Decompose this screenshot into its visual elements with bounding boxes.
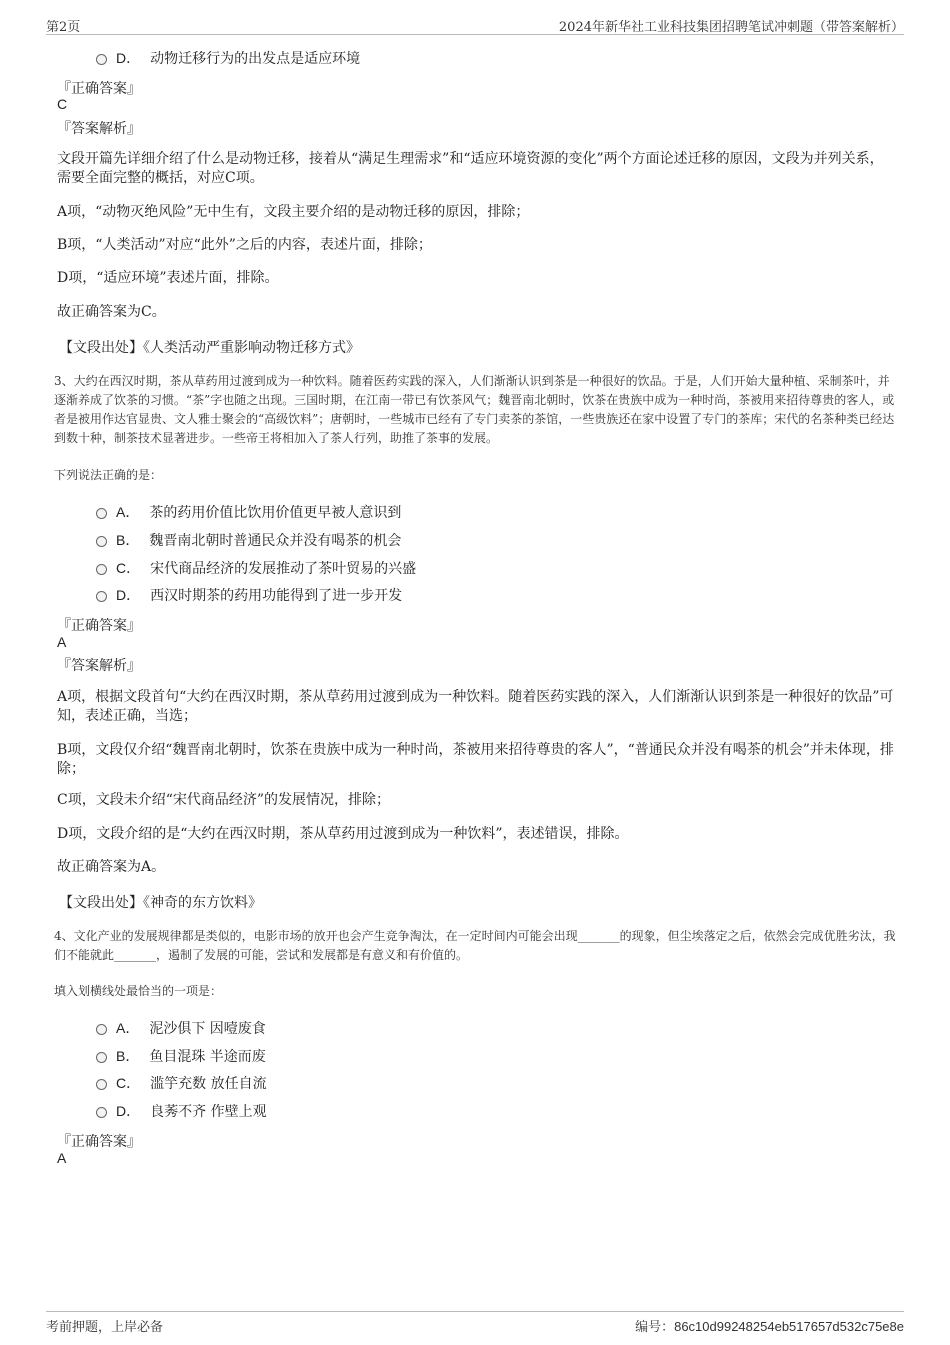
radio-icon[interactable] bbox=[96, 508, 107, 519]
page-number: 第2页 bbox=[46, 20, 81, 35]
page-header bbox=[46, 14, 904, 35]
page-footer bbox=[46, 1311, 904, 1334]
analysis-conclusion: 故正确答案为A。 bbox=[57, 859, 166, 875]
analysis-paragraph: C项，文段未介绍“宋代商品经济”的发展情况，排除； bbox=[57, 792, 391, 808]
footer-slogan: 考前押题，上岸必备 bbox=[46, 1320, 164, 1335]
answer-value: A bbox=[57, 1150, 67, 1166]
analysis-paragraph: B项，“人类活动”对应“此外”之后的内容，表述片面，排除； bbox=[57, 237, 432, 253]
question-prompt: 填入划横线处最恰当的一项是： bbox=[54, 984, 223, 998]
document-title: 2024年新华社工业科技集团招聘笔试冲刺题（带答案解析） bbox=[558, 20, 904, 35]
answer-value: C bbox=[57, 96, 68, 112]
q4-option-a[interactable]: A． 泥沙俱下 因噎废食 bbox=[96, 1018, 266, 1038]
q3-option-d[interactable]: D． 西汉时期茶的药用功能得到了进一步开发 bbox=[96, 585, 402, 605]
q3-option-a[interactable]: A． 茶的药用价值比饮用价值更早被人意识到 bbox=[96, 502, 401, 522]
q4-option-d[interactable]: D． 良莠不齐 作壁上观 bbox=[96, 1101, 267, 1121]
analysis-paragraph: D项，文段介绍的是“大约在西汉时期，茶从草药用过渡到成为一种饮料”，表述错误，排除。 bbox=[57, 826, 629, 842]
answer-label: 『正确答案』 bbox=[57, 618, 141, 634]
passage-source: 【文段出处】《神奇的东方饮料》 bbox=[59, 895, 262, 911]
analysis-paragraph: A项，“动物灭绝风险”无中生有，文段主要介绍的是动物迁移的原因，排除； bbox=[57, 204, 530, 220]
analysis-conclusion: 故正确答案为C。 bbox=[57, 304, 166, 320]
radio-icon[interactable] bbox=[96, 1024, 107, 1035]
radio-icon[interactable] bbox=[96, 1079, 107, 1090]
question-prompt: 下列说法正确的是： bbox=[54, 468, 163, 482]
question-stem: 3、大约在西汉时期，茶从草药用过渡到成为一种饮料。随着医药实践的深入，人们渐渐认识到茶是一种很好的饮品。于是，人们开始大量种植、采制茶叶，并逐渐养成了饮茶的习惯。“茶”字也随之出现。三国时期，在江南一带已有饮茶风气；魏晋南北朝时，饮茶在贵族中成为一种时尚，茶被用来招待尊贵的客人，或者是被用作达官显贵、文人雅士聚会的“高级饮料”；唐朝时，一些城市已经有了专门卖茶的茶馆，一些贵族还在家中设置了专门的茶库；宋代的名茶种类已经达到数十种，制茶技术显著进步。一些帝王将相加入了茶人行列，助推了茶事的发展。 bbox=[54, 374, 895, 445]
q2-option-d[interactable]: D． 动物迁移行为的出发点是适应环境 bbox=[96, 48, 360, 68]
analysis-paragraph: B项，文段仅介绍“魏晋南北朝时，饮茶在贵族中成为一种时尚，茶被用来招待尊贵的客人”，“普通民众并没有喝茶的机会”并未体现，排除； bbox=[57, 742, 894, 777]
question-stem: 4、文化产业的发展规律都是类似的，电影市场的放开也会产生竞争淘汰，在一定时间内可能会出现_______的现象，但尘埃落定之后，依然会完成优胜劣汰，我们不能就此_______，遏制了发展的可能，尝试和发展都是有意义和有价值的。 bbox=[54, 929, 896, 962]
analysis-paragraph: A项，根据文段首句“大约在西汉时期，茶从草药用过渡到成为一种饮料。随着医药实践的深入，人们渐渐认识到茶是一种很好的饮品”可知，表述正确，当选； bbox=[57, 689, 894, 724]
answer-label: 『正确答案』 bbox=[57, 1134, 141, 1150]
radio-icon[interactable] bbox=[96, 591, 107, 602]
radio-icon[interactable] bbox=[96, 536, 107, 547]
analysis-label: 『答案解析』 bbox=[57, 658, 141, 674]
q3-option-b[interactable]: B． 魏晋南北朝时普通民众并没有喝茶的机会 bbox=[96, 530, 401, 550]
q3-option-c[interactable]: C． 宋代商品经济的发展推动了茶叶贸易的兴盛 bbox=[96, 558, 416, 578]
analysis-paragraph: 文段开篇先详细介绍了什么是动物迁移，接着从“满足生理需求”和“适应环境资源的变化”两个方面论述迁移的原因，文段为并列关系，需要全面完整的概括，对应C项。 bbox=[57, 151, 884, 186]
document-code: 编号：86c10d99248254eb517657d532c75e8e bbox=[635, 1319, 904, 1335]
answer-value: A bbox=[57, 634, 67, 650]
radio-icon[interactable] bbox=[96, 1107, 107, 1118]
radio-icon[interactable] bbox=[96, 54, 107, 65]
q4-option-b[interactable]: B． 鱼目混珠 半途而废 bbox=[96, 1046, 266, 1066]
analysis-paragraph: D项，“适应环境”表述片面，排除。 bbox=[57, 270, 279, 286]
answer-label: 『正确答案』 bbox=[57, 81, 141, 97]
radio-icon[interactable] bbox=[96, 1052, 107, 1063]
radio-icon[interactable] bbox=[96, 564, 107, 575]
analysis-label: 『答案解析』 bbox=[57, 121, 141, 137]
q4-option-c[interactable]: C． 滥竽充数 放任自流 bbox=[96, 1073, 267, 1093]
passage-source: 【文段出处】《人类活动严重影响动物迁移方式》 bbox=[59, 340, 360, 356]
